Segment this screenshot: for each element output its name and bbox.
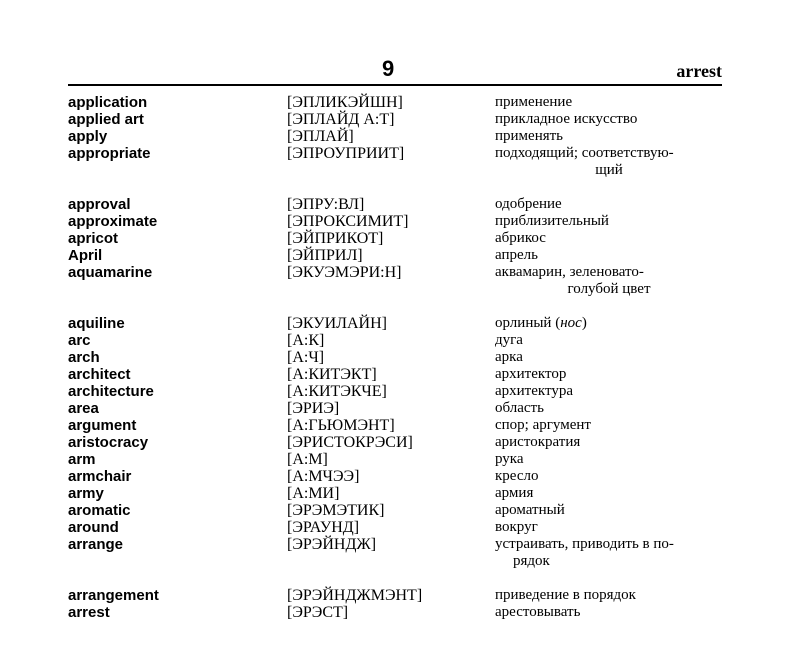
- dictionary-entry: [0, 213, 800, 230]
- dictionary-entry: [0, 315, 800, 332]
- translation-line: армия: [495, 485, 534, 501]
- headword: appropriate: [68, 145, 151, 162]
- headword: architect: [68, 366, 131, 383]
- dictionary-entry: [0, 502, 800, 519]
- dictionary-entry: [0, 587, 800, 604]
- dictionary-entry: [0, 604, 800, 621]
- transcription: [А:М]: [287, 451, 328, 468]
- translation: [495, 332, 723, 349]
- headword: argument: [68, 417, 137, 434]
- headword: arm: [68, 451, 96, 468]
- dictionary-entry: [0, 196, 800, 213]
- page-number: 9: [382, 56, 395, 81]
- transcription: [ЭРЭЙНДЖМЭНТ]: [287, 587, 423, 604]
- translation-line: рука: [495, 451, 524, 467]
- translation-line: приведение в порядок: [495, 587, 636, 603]
- translation: [495, 587, 723, 604]
- dictionary-entry: [0, 264, 800, 298]
- translation-line: спор; аргумент: [495, 417, 591, 433]
- header-rule: [68, 84, 722, 86]
- transcription: [ЭРИСТОКРЭСИ]: [287, 434, 413, 451]
- translation-text: ): [581, 315, 587, 331]
- translation: [495, 196, 723, 213]
- translation-line: вокруг: [495, 519, 538, 535]
- translation: [495, 349, 723, 366]
- dictionary-entries: [0, 94, 800, 621]
- headword: aromatic: [68, 502, 131, 519]
- translation-line: архитектура: [495, 383, 574, 399]
- transcription: [ЭКУЭМЭРИ:Н]: [287, 264, 402, 281]
- dictionary-entry: [0, 417, 800, 434]
- headword: arrange: [68, 536, 124, 553]
- translation: [495, 434, 723, 451]
- headword: application: [68, 94, 148, 111]
- translation-line: применение: [495, 94, 573, 110]
- translation-line: аристократия: [495, 434, 581, 450]
- translation-line: щий: [595, 162, 623, 178]
- translation-line: арка: [495, 349, 523, 365]
- dictionary-entry: [0, 349, 800, 366]
- dictionary-entry: [0, 247, 800, 264]
- headword: aquiline: [68, 315, 125, 332]
- translation: [495, 145, 723, 179]
- dictionary-entry: [0, 230, 800, 247]
- translation-line: применять: [495, 128, 564, 144]
- translation-line: приблизительный: [495, 213, 609, 229]
- dictionary-entry: [0, 332, 800, 349]
- translation: [495, 213, 723, 230]
- transcription: [ЭПРУ:ВЛ]: [287, 196, 365, 213]
- dictionary-entry: [0, 468, 800, 485]
- transcription: [ЭПЛАЙ]: [287, 128, 354, 145]
- translation: [495, 111, 723, 128]
- transcription: [ЭРЭМЭТИК]: [287, 502, 385, 519]
- headword: apricot: [68, 230, 119, 247]
- headword: armchair: [68, 468, 132, 485]
- transcription: [А:КИТЭКТ]: [287, 366, 377, 383]
- translation-line: голубой цвет: [567, 281, 651, 297]
- dictionary-entry: [0, 383, 800, 400]
- transcription: [ЭРИЭ]: [287, 400, 340, 417]
- dictionary-entry: [0, 485, 800, 502]
- transcription: [А:ГЬЮМЭНТ]: [287, 417, 395, 434]
- transcription: [ЭПРОУПРИИТ]: [287, 145, 405, 162]
- dictionary-entry: [0, 366, 800, 383]
- translation-line: подходящий; соответствую-: [495, 145, 674, 161]
- translation-note: нос: [560, 315, 582, 331]
- headword: apply: [68, 128, 108, 145]
- translation-line: апрель: [495, 247, 538, 263]
- headword: army: [68, 485, 104, 502]
- translation-line: архитектор: [495, 366, 567, 382]
- translation-line: ароматный: [495, 502, 565, 518]
- translation: [495, 315, 723, 332]
- headword: architecture: [68, 383, 154, 400]
- translation-line: [495, 315, 723, 332]
- translation: [495, 383, 723, 400]
- translation: [495, 247, 723, 264]
- transcription: [А:К]: [287, 332, 325, 349]
- dictionary-entry: [0, 434, 800, 451]
- transcription: [ЭРЭЙНДЖ]: [287, 536, 377, 553]
- headword: around: [68, 519, 119, 536]
- transcription: [ЭРАУНД]: [287, 519, 360, 536]
- translation: [495, 366, 723, 383]
- translation: [495, 519, 723, 536]
- transcription: [А:МИ]: [287, 485, 340, 502]
- headword: applied art: [68, 111, 144, 128]
- translation-line: аквамарин, зеленовато-: [495, 264, 644, 280]
- transcription: [ЭКУИЛАЙН]: [287, 315, 387, 332]
- translation-line: область: [495, 400, 544, 416]
- dictionary-entry: [0, 519, 800, 536]
- headword: arch: [68, 349, 100, 366]
- translation-line: дуга: [495, 332, 523, 348]
- dictionary-entry: [0, 451, 800, 468]
- translation: [495, 536, 723, 570]
- transcription: [А:КИТЭКЧЕ]: [287, 383, 387, 400]
- headword: area: [68, 400, 99, 417]
- headword: approximate: [68, 213, 158, 230]
- translation: [495, 468, 723, 485]
- transcription: [ЭПРОКСИМИТ]: [287, 213, 409, 230]
- translation: [495, 128, 723, 145]
- headword: arc: [68, 332, 91, 349]
- translation: [495, 485, 723, 502]
- transcription: [ЭПЛАЙД А:Т]: [287, 111, 395, 128]
- dictionary-entry: [0, 128, 800, 145]
- translation-line: одобрение: [495, 196, 562, 212]
- running-head: arrest: [676, 61, 722, 81]
- headword: arrest: [68, 604, 110, 621]
- translation-line: арестовывать: [495, 604, 581, 620]
- transcription: [ЭПЛИКЭЙШН]: [287, 94, 403, 111]
- translation: [495, 94, 723, 111]
- transcription: [ЭЙПРИЛ]: [287, 247, 363, 264]
- headword: aquamarine: [68, 264, 153, 281]
- transcription: [А:МЧЭЭ]: [287, 468, 360, 485]
- dictionary-entry: [0, 536, 800, 570]
- translation: [495, 604, 723, 621]
- transcription: [А:Ч]: [287, 349, 325, 366]
- headword: April: [68, 247, 103, 264]
- translation-line: прикладное искусство: [495, 111, 638, 127]
- dictionary-entry: [0, 94, 800, 111]
- headword: approval: [68, 196, 131, 213]
- dictionary-entry: [0, 145, 800, 179]
- translation: [495, 264, 723, 298]
- translation-line: абрикос: [495, 230, 546, 246]
- transcription: [ЭЙПРИКОТ]: [287, 230, 384, 247]
- translation: [495, 417, 723, 434]
- headword: aristocracy: [68, 434, 149, 451]
- translation: [495, 400, 723, 417]
- translation: [495, 451, 723, 468]
- headword: arrangement: [68, 587, 159, 604]
- translation: [495, 502, 723, 519]
- translation-line: устраивать, приводить в по-: [495, 536, 674, 552]
- translation-text: орлиный (: [495, 315, 561, 331]
- translation-line: рядок: [513, 553, 550, 569]
- translation: [495, 230, 723, 247]
- transcription: [ЭРЭСТ]: [287, 604, 349, 621]
- dictionary-entry: [0, 111, 800, 128]
- translation-line: кресло: [495, 468, 539, 484]
- dictionary-entry: [0, 400, 800, 417]
